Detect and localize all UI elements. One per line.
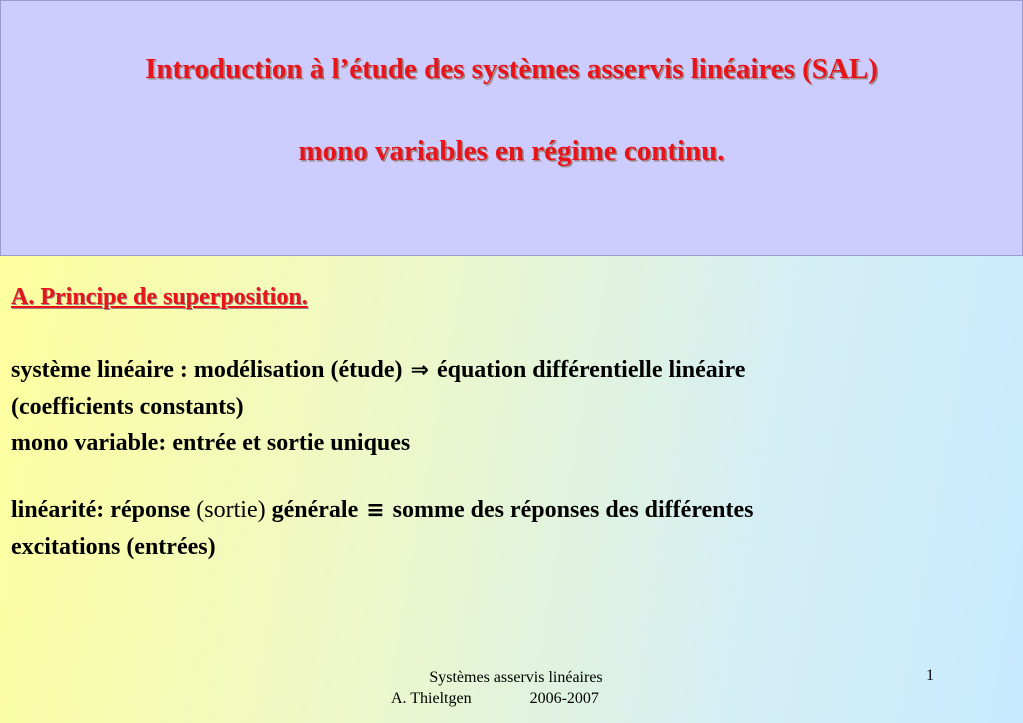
footer-author: A. Thieltgen <box>391 690 472 707</box>
section-heading: A. Principe de superposition. <box>11 284 308 310</box>
page-number: 1 <box>926 667 934 684</box>
footer-course: Systèmes asservis linéaires <box>429 669 603 686</box>
line1-paren-text: (sortie) <box>196 497 266 523</box>
paragraph-2-line-2: excitations (entrées) <box>11 534 216 560</box>
title-box <box>0 0 1023 256</box>
slide-title-line-1: Introduction à l’étude des systèmes asservis linéaires (SAL) <box>145 53 878 85</box>
line1-before-text: linéarité: réponse <box>11 497 191 523</box>
footer <box>391 667 651 709</box>
slide-title-line-2: mono variables en régime continu. <box>298 135 725 167</box>
footer-author-line <box>391 688 651 709</box>
line1-mid-text: générale <box>271 497 359 523</box>
implies-symbol: ⇒ <box>410 358 429 383</box>
paragraph-linear-system <box>11 352 745 461</box>
paragraph-1-line-3: mono variable: entrée et sortie uniques <box>11 430 411 456</box>
footer-year: 2006-2007 <box>529 690 599 707</box>
line1-before-text: système linéaire : modélisation (étude) <box>11 357 403 383</box>
line1-after-text: somme des réponses des différentes <box>392 497 754 523</box>
paragraph-1-line-1 <box>11 352 745 389</box>
line1-after-text: équation différentielle linéaire <box>436 357 746 383</box>
equivalence-symbol: ≡ <box>366 498 385 523</box>
paragraph-linearity <box>11 492 754 565</box>
paragraph-1-line-2: (coefficients constants) <box>11 394 244 420</box>
paragraph-2-line-1 <box>11 492 754 529</box>
